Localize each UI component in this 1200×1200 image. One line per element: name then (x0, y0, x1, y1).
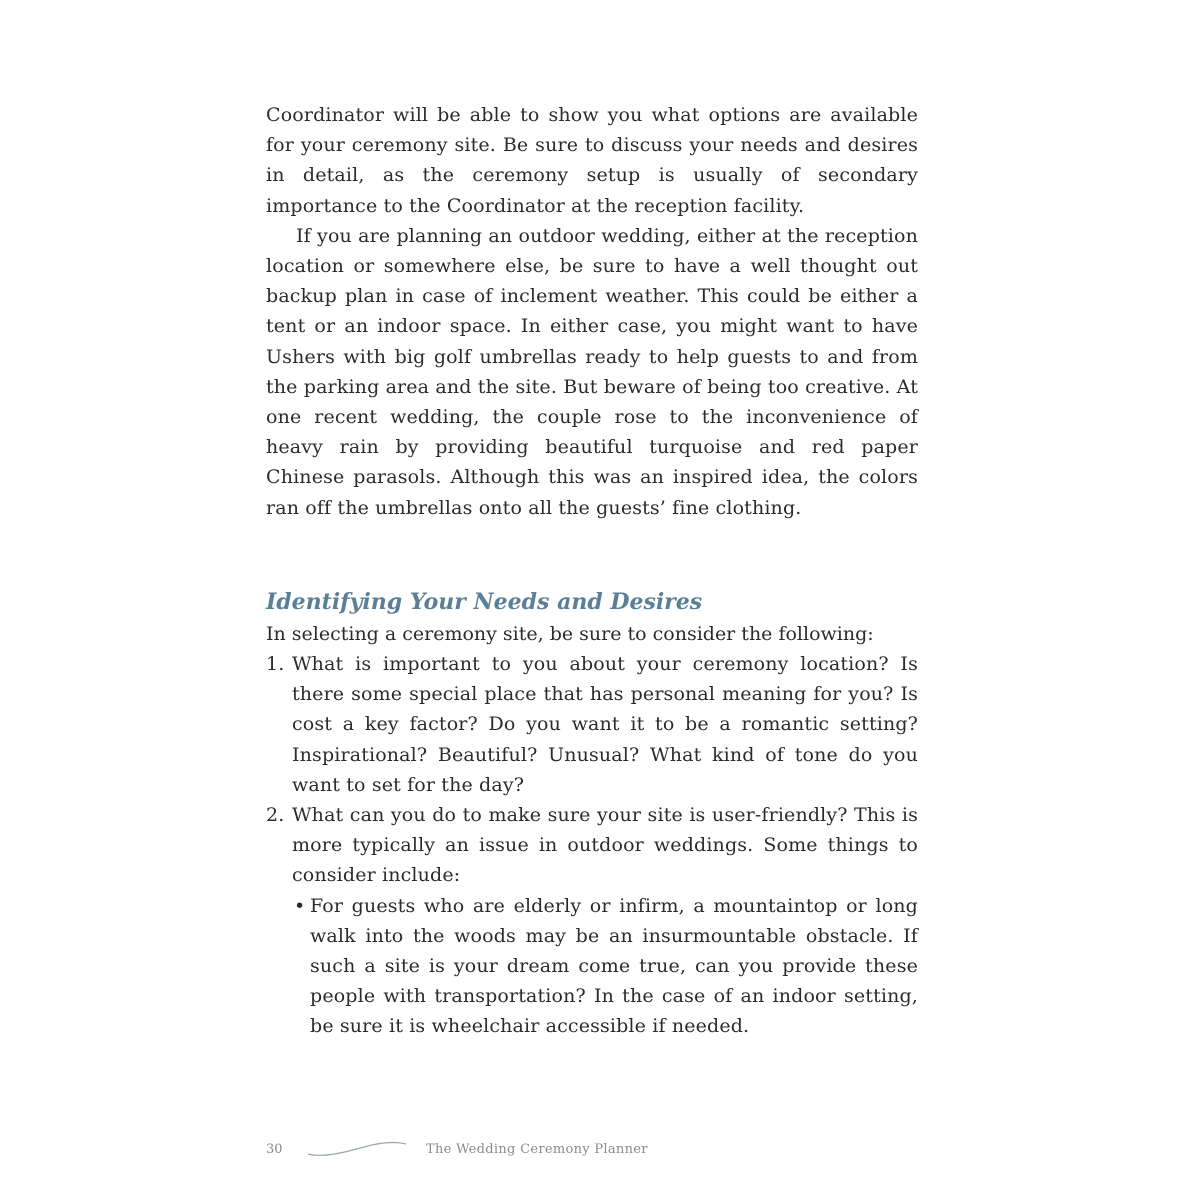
bullet-item (292, 891, 918, 1042)
numbered-list (266, 649, 918, 1042)
page-number: 30 (266, 1142, 283, 1157)
body-paragraph-1: Coordinator will be able to show you what options are available for your ceremony site. Be sure to discuss your needs and desires in detail, as the ceremony setup is usually of secondary importance to the Coordinator at the reception facility. (266, 104, 918, 217)
bullet-list (292, 891, 918, 1042)
page-footer (266, 1138, 766, 1162)
list-item-2 (266, 800, 918, 1042)
section-intro: In selecting a ceremony site, be sure to consider the following: (266, 622, 874, 645)
list-number: 2. (266, 804, 285, 827)
body-paragraph-2: If you are planning an outdoor wedding, either at the reception location or somewhere else, be sure to have a well thought out backup plan in case of inclement weather. This could be either a tent or an indoor space. In either case, you might want to have Ushers with big golf umbrellas ready to help guests to and from the parking area and the site. But beware of being too creative. At one recent wedding, the couple rose to the inconvenience of heavy rain by providing beautiful turquoise and red paper Chinese parasols. Although this was an inspired idea, the colors ran off the umbrellas onto all the guests’ fine clothing. (266, 224, 918, 519)
decorative-swash-icon (306, 1138, 416, 1162)
list-item-text: What is important to you about your ceremony location? Is there some special place that has personal meaning for you? Is cost a key factor? Do you want it to be a romantic setting? Inspirational? Beautiful? Unusual? What kind of tone do you want to set for the day? (292, 653, 918, 796)
list-number: 1. (266, 653, 285, 676)
page-content (266, 100, 918, 1042)
bullet-icon: • (294, 894, 306, 917)
running-footer-title: The Wedding Ceremony Planner (426, 1142, 648, 1157)
list-item-1 (266, 649, 918, 800)
bullet-text: For guests who are elderly or infirm, a mountaintop or long walk into the woods may be an insurmountable obstacle. If such a site is your dream come true, can you provide these people with transportation? In the case of an indoor setting, be sure it is wheelchair accessible if needed. (310, 894, 918, 1038)
section-heading: Identifying Your Needs and Desires (266, 588, 703, 615)
list-item-text: What can you do to make sure your site is user-friendly? This is more typically an issue in outdoor weddings. Some things to consider include: (292, 804, 918, 887)
